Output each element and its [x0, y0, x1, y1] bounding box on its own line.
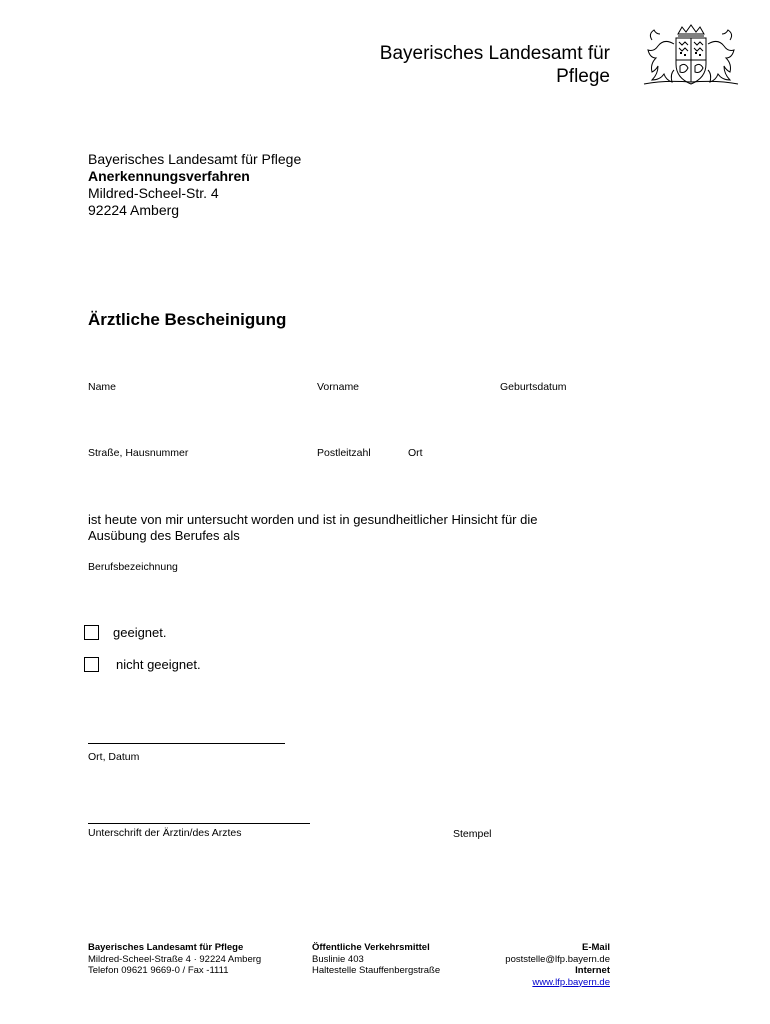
- unterschrift-line: [88, 823, 310, 824]
- ort-datum-line: [88, 743, 285, 744]
- footer-transport: [312, 942, 440, 977]
- footer-website-link[interactable]: www.lfp.bayern.de: [532, 976, 610, 988]
- footer-contact: [505, 942, 610, 988]
- field-label-ort: Ort: [408, 447, 423, 459]
- header-title-line2: Pflege: [556, 66, 610, 87]
- footer-internet-title: Internet: [575, 965, 610, 976]
- footer-bus-line: Buslinie 403: [312, 953, 364, 965]
- recipient-line4: 92224 Amberg: [88, 202, 180, 218]
- statement-line1: ist heute von mir untersucht worden und ist in gesundheitlicher Hinsicht für die: [88, 512, 538, 527]
- header-title: [380, 42, 610, 88]
- geeignet-label: geeignet.: [113, 625, 167, 640]
- footer-org-name: Bayerisches Landesamt für Pflege: [88, 942, 244, 953]
- geeignet-checkbox[interactable]: [84, 625, 99, 640]
- footer-bus-stop: Haltestelle Stauffenbergstraße: [312, 965, 441, 976]
- option-nicht-geeignet[interactable]: [84, 657, 201, 672]
- recipient-line2: Anerkennungsverfahren: [88, 168, 250, 184]
- footer-transport-title: Öffentliche Verkehrsmittel: [312, 942, 430, 953]
- footer-phone: Telefon 09621 9669-0 / Fax -1111: [88, 965, 229, 976]
- statement-paragraph: [88, 512, 648, 544]
- berufsbezeichnung-label: Berufsbezeichnung: [88, 561, 178, 573]
- footer-address: [88, 942, 261, 977]
- recipient-address: [88, 151, 301, 219]
- field-label-strasse: Straße, Hausnummer: [88, 447, 189, 459]
- statement-line2: Ausübung des Berufes als: [88, 528, 240, 543]
- recipient-line3: Mildred-Scheel-Str. 4: [88, 185, 219, 201]
- field-label-vorname: Vorname: [317, 381, 360, 393]
- coat-of-arms-icon: [638, 24, 744, 88]
- recipient-line1: Bayerisches Landesamt für Pflege: [88, 151, 302, 167]
- footer-email[interactable]: poststelle@lfp.bayern.de: [505, 953, 610, 965]
- ort-datum-label: Ort, Datum: [88, 751, 140, 763]
- document-title: Ärztliche Bescheinigung: [88, 310, 287, 329]
- footer-street: Mildred-Scheel-Straße 4 · 92224 Amberg: [88, 953, 262, 965]
- nicht-geeignet-checkbox[interactable]: [84, 657, 99, 672]
- field-label-geburtsdatum: Geburtsdatum: [500, 381, 567, 393]
- field-label-postleitzahl: Postleitzahl: [317, 447, 371, 459]
- stempel-label: Stempel: [453, 828, 492, 840]
- header-title-line1: Bayerisches Landesamt für: [379, 43, 610, 64]
- option-geeignet[interactable]: [84, 625, 167, 640]
- nicht-geeignet-label: nicht geeignet.: [116, 657, 201, 672]
- field-label-name: Name: [88, 381, 117, 393]
- unterschrift-label: Unterschrift der Ärztin/des Arztes: [88, 827, 242, 839]
- footer-email-title: E-Mail: [582, 942, 610, 953]
